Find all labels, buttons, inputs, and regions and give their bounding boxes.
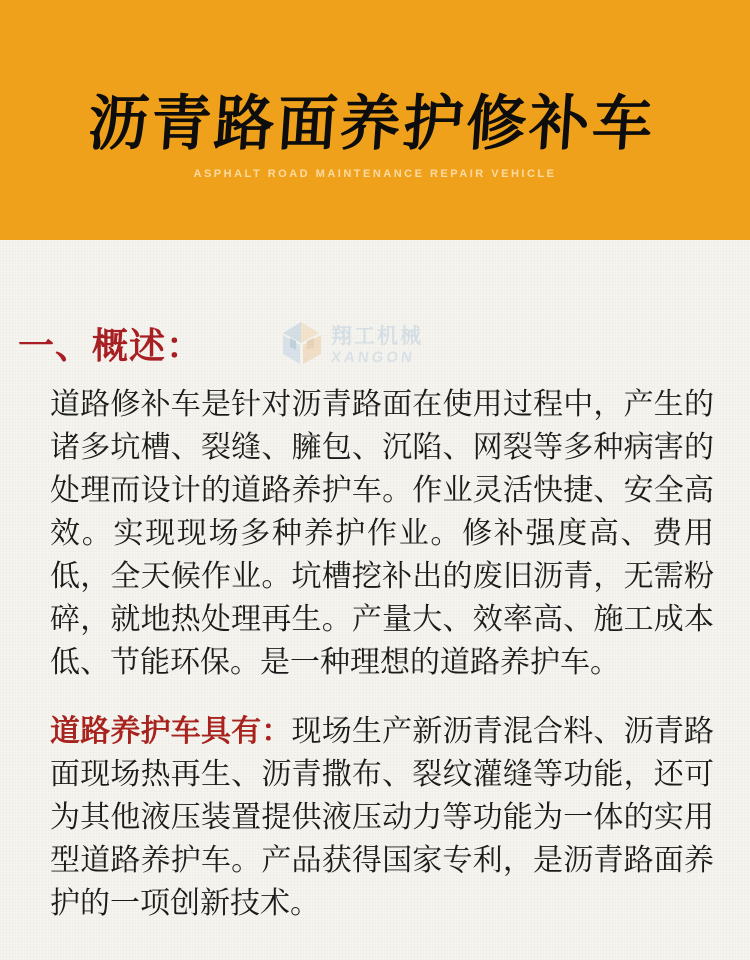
section-heading-overview: 一、概述： [18,325,204,366]
features-paragraph-lead: 道路养护车具有： [50,715,292,748]
watermark [281,320,423,371]
features-paragraph [50,710,714,925]
watermark-logo-icon [281,320,323,371]
page-subtitle: ASPHALT ROAD MAINTENANCE REPAIR VEHICLE [193,168,557,180]
page-title: 沥青路面养护修补车 [85,90,658,157]
watermark-name-en: XANGON [329,349,417,366]
overview-paragraph: 道路修补车是针对沥青路面在使用过程中，产生的诸多坑槽、裂缝、臃包、沉陷、网裂等多种病害的处理而设计的道路养护车。作业灵活快捷、安全高效。实现现场多种养护作业。修补强度高、费用低，全天候作业。坑槽挖补出的废旧沥青，无需粉碎，就地热处理再生。产量大、效率高、施工成本低、节能环保。是一种理想的道路养护车。 [50,388,714,679]
watermark-name-cn: 翔工机械 [331,325,423,348]
watermark-text [331,326,423,365]
header-banner [0,0,750,240]
content-area [0,240,750,960]
features-paragraph-body: 现场生产新沥青混合料、沥青路面现场热再生、沥青撒布、裂纹灌缝等功能，还可为其他液压装置提供液压动力等功能为一体的实用型道路养护车。产品获得国家专利，是沥青路面养护的一项创新技术。 [50,715,715,920]
